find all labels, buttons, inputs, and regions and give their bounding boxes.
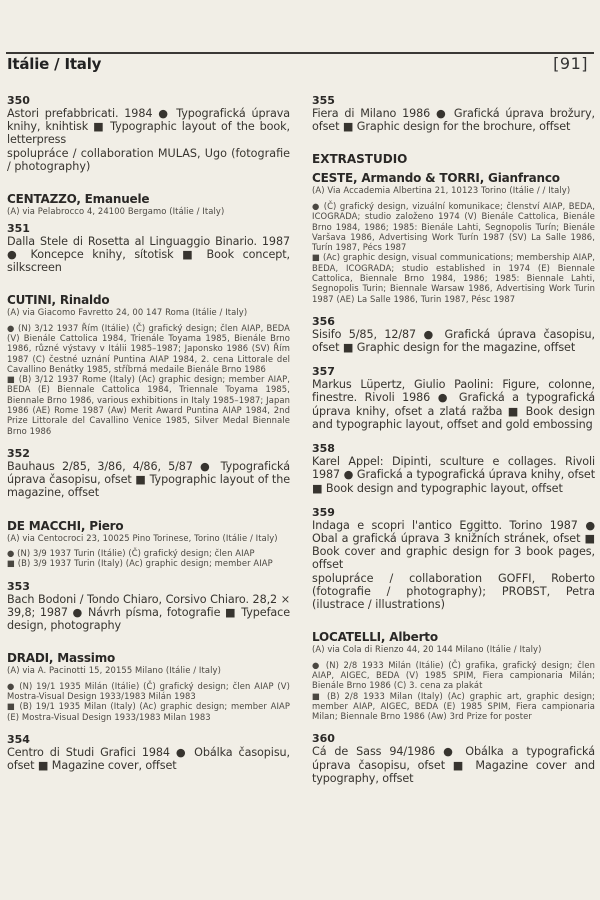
entry-number: 351	[7, 221, 30, 235]
author-bio-czech: ● (N) 2/8 1933 Milán (Itálie) (Č) grafika, grafický design; člen AIAP, AIGEC, BEDA (V) 1985 SPIM, Fiera campionaria Milán; Bienále Brno 1986 (C) 3. cena za plakát	[312, 659, 595, 691]
entry-359	[312, 506, 595, 611]
entry-number: 358	[312, 442, 335, 456]
entry-description: Markus Lüpertz, Giulio Paolini: Figure, colonne, finestre. Rivoli 1986 ● Grafická a typografická úprava knihy, ofset a zlatá ražba ■ Book design and typographic layout, offset and gold embossing	[312, 378, 595, 431]
author-address: (A) via Cola di Rienzo 44, 20 144 Milano (Itálie / Italy)	[312, 644, 542, 655]
author-bio-english: ■ (B) 3/9 1937 Turin (Italy) (Ac) graphic design; member AIAP	[7, 558, 273, 569]
entry-355	[312, 94, 595, 133]
right-column	[312, 94, 595, 785]
author-centazzo	[7, 192, 290, 217]
top-rule-divider	[6, 52, 594, 54]
entry-number: 355	[312, 94, 335, 107]
entry-description: Bauhaus 2/85, 3/86, 4/86, 5/87 ● Typografická úprava časopisu, ofset ■ Typographic layout of the magazine, offset	[7, 459, 290, 500]
author-bio-english: ■ (B) 19/1 1935 Milan (Italy) (Ac) graphic design; member AIAP (E) Mostra-Visual Design 1933/1983 Milan 1983	[7, 701, 290, 722]
studio-extrastudio	[312, 152, 595, 303]
author-bio-english: ■ (B) 2/8 1933 Milan (Italy) (Ac) graphic art, graphic design; member AIAP, AIGEC, BEDA (E) 1985 SPIM, Fiera campionaria Milan; Biennale Brno 1986 (Aw) 3rd Prize for poster	[312, 690, 595, 722]
entry-353	[7, 580, 290, 633]
entry-number: 353	[7, 579, 30, 593]
author-name: LOCATELLI, Alberto	[312, 630, 438, 645]
author-address: (A) via Centocroci 23, 10025 Pino Torinese, Torino (Itálie / Italy)	[7, 532, 278, 543]
author-name: DRADI, Massimo	[7, 651, 116, 666]
entry-358	[312, 442, 595, 495]
entry-number: 359	[312, 505, 335, 519]
author-cutini	[7, 293, 290, 436]
entry-description: Cá de Sass 94/1986 ● Obálka a typografická úprava časopisu, ofset ■ Magazine cover and typography, offset	[312, 745, 595, 785]
entry-collaboration: spolupráce / collaboration GOFFI, Roberto (fotografie / photography); PROBST, Petra (ilustrace / illustrations)	[312, 571, 595, 611]
author-address: (A) via A. Pacinotti 15, 20155 Milano (Itálie / Italy)	[7, 665, 221, 676]
author-de-macchi	[7, 519, 290, 569]
entry-350	[7, 94, 290, 173]
entry-description: Astori prefabbricati. 1984 ● Typografická úprava knihy, knihtisk ■ Typographic layout of the book, letterpress	[7, 107, 290, 147]
author-bio-english: ■ (Ac) graphic design, visual communications; membership AIAP, BEDA, ICOGRADA; studio established in 1974 (E) Biennale Cattolica, Biennale Brno 1984, 1986; 1985: Biennale Lahti, Segnopolis Turin; Biennale Warsaw 1986, Advertising Work Turin 1987 (AE) La Salle 1986, Turin 1987, Pésc 1987	[312, 252, 595, 304]
entry-number: 356	[312, 314, 335, 328]
author-address: (A) via Pelabrocco 4, 24100 Bergamo (Itálie / Italy)	[7, 206, 225, 217]
entry-356	[312, 315, 595, 354]
author-locatelli	[312, 630, 595, 721]
entry-number: 360	[312, 732, 335, 746]
entry-number: 352	[7, 446, 30, 460]
author-bio-czech: ● (N) 19/1 1935 Milán (Itálie) (Č) grafický design; člen AIAP (V) Mostra-Visual Design 1933/1983 Milán 1983	[7, 680, 290, 701]
entry-354	[7, 733, 290, 772]
author-bio-english: ■ (B) 3/12 1937 Rome (Italy) (Ac) graphic design; member AIAP, BEDA (E) Biennale Cattolica 1984, Triennale Toyama 1985, Biennale Brno 1986, various exhibitions in Italy 1985–1987; Japan 1986 (AE) Rome 1987 (Aw) Merit Award Puntina AIAP 1984, 2nd Prize Littorale del Cavallino Venice 1985, Silver Medal Biennale Brno 1986	[7, 374, 290, 436]
author-address: (A) via Giacomo Favretto 24, 00 147 Roma (Itálie / Italy)	[7, 307, 248, 318]
entry-description: Sisifo 5/85, 12/87 ● Grafická úprava časopisu, ofset ■ Graphic design for the magazine, offset	[312, 327, 595, 355]
entry-description: Dalla Stele di Rosetta al Linguaggio Binario. 1987 ● Koncepce knihy, sítotisk ■ Book concept, silkscreen	[7, 234, 290, 274]
studio-name: EXTRASTUDIO	[312, 152, 408, 167]
entry-description: Indaga e scopri l'antico Eggitto. Torino 1987 ● Obal a grafická úprava 3 knižních stránek, ofset ■ Book cover and graphic design for 3 book pages, offset	[312, 518, 595, 572]
author-dradi	[7, 651, 290, 722]
entry-description: Karel Appel: Dipinti, sculture e collages. Rivoli 1987 ● Grafická a typografická úprava knihy, ofset ■ Book design and typographic layout, offset	[312, 455, 595, 495]
entry-description: Bach Bodoni / Tondo Chiaro, Corsivo Chiaro. 28,2 × 39,8; 1987 ● Návrh písma, fotografie ■ Typeface design, photography	[7, 592, 290, 632]
entry-number: 350	[7, 94, 30, 107]
author-name: DE MACCHI, Piero	[7, 518, 124, 533]
section-title: Itálie / Italy	[7, 55, 102, 73]
author-bio-czech: ● (Č) grafický design, vizuální komunikace; členství AIAP, BEDA, ICOGRADA; studio založeno 1974 (V) Bienále Cattolica, Bienále Brno 1984, 1986; 1985: Bienále Lahti, Segnopolis Turín; Bienále Varšava 1986, Advertising Work Turín 1987 (SV) La Salle 1986, Turín 1987, Pécs 1987	[312, 200, 595, 253]
author-name: CESTE, Armando & TORRI, Gianfranco	[312, 171, 560, 186]
entry-351	[7, 222, 290, 275]
author-name: CUTINI, Rinaldo	[7, 293, 110, 308]
entry-352	[7, 447, 290, 500]
entry-360	[312, 732, 595, 785]
entry-357	[312, 365, 595, 431]
page-number: [91]	[553, 54, 588, 73]
entry-collaboration: spolupráce / collaboration MULAS, Ugo (fotografie / photography)	[7, 146, 290, 173]
entry-number: 357	[312, 365, 335, 379]
entry-description: Fiera di Milano 1986 ● Grafická úprava brožury, ofset ■ Graphic design for the brochure, offset	[312, 107, 595, 134]
author-name: CENTAZZO, Emanuele	[7, 192, 150, 207]
author-bio-czech: ● (N) 3/9 1937 Turin (Itálie) (Č) grafický design; člen AIAP	[7, 548, 255, 558]
entry-description: Centro di Studi Grafici 1984 ● Obálka časopisu, ofset ■ Magazine cover, offset	[7, 745, 290, 773]
entry-number: 354	[7, 732, 30, 746]
author-address: (A) Via Accademia Albertina 21, 10123 Torino (Itálie / / Italy)	[312, 185, 571, 196]
left-column	[7, 94, 290, 772]
author-bio-czech: ● (N) 3/12 1937 Řím (Itálie) (Č) grafický design; člen AIAP, BEDA (V) Bienále Cattolica 1984, Trienále Toyama 1985, Bienále Brno 1986, různé výstavy v Itálii 1985–1987; Japonsko 1986 (SV) Řím 1987 (C) čestné uznání Puntina AIAP 1984, 2. cena Littorale del Cavallino Benátky 1985, stříbrná medaile Bienále Brno 1986	[7, 322, 290, 374]
